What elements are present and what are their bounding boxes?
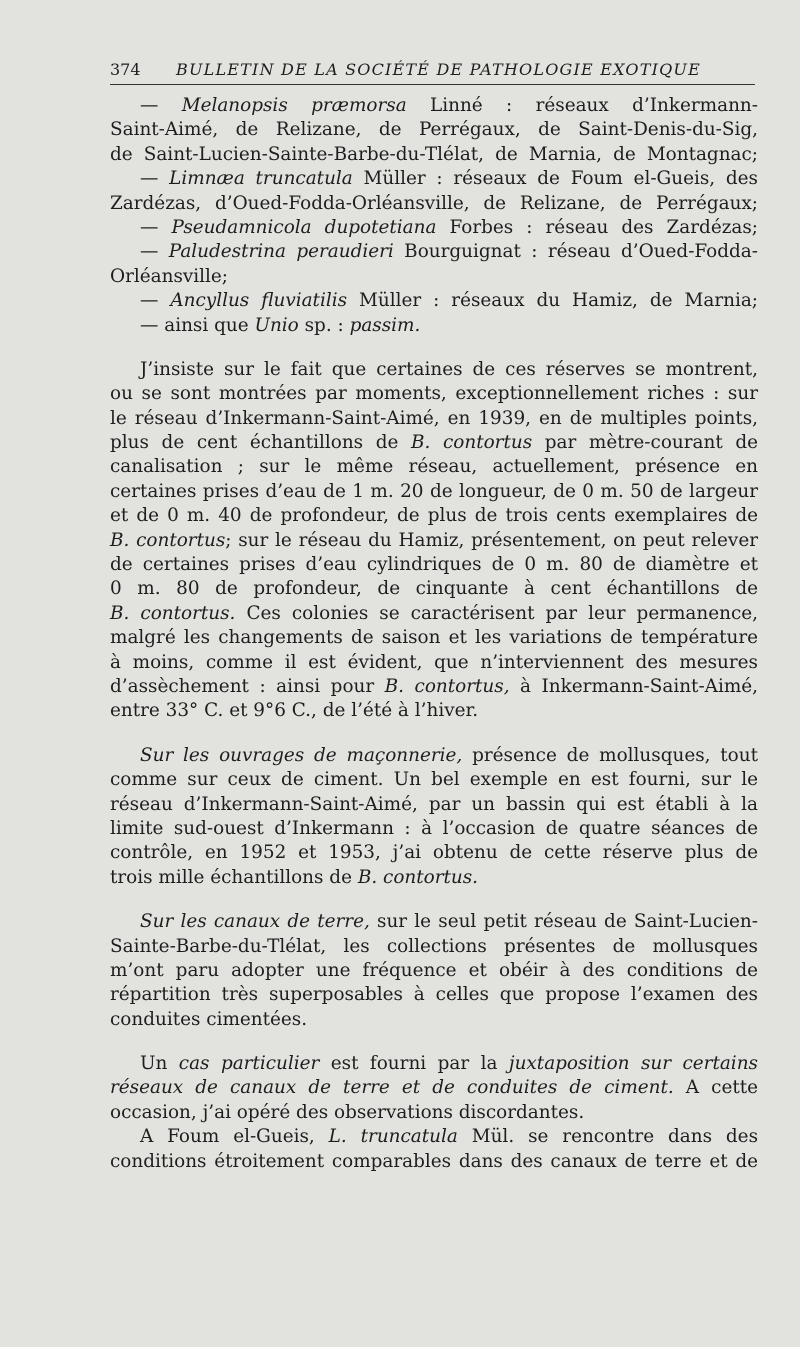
text-line	[110, 1150, 758, 1174]
italic-text: B. contortus	[411, 432, 533, 454]
text-segment: —	[140, 290, 171, 312]
text-line	[110, 1125, 758, 1149]
text-line	[110, 529, 758, 553]
text-segment: canalisation ; sur le même réseau, actuellement, présence en	[110, 456, 758, 478]
text-segment: et de 0 m. 40 de profondeur, de plus de trois cents exemplaires de	[110, 505, 758, 527]
text-segment: d’assèchement : ainsi pour	[110, 675, 385, 697]
text-line	[110, 480, 758, 504]
text-line	[110, 192, 758, 216]
italic-text: Sur les canaux de terre,	[140, 911, 370, 933]
text-line	[110, 553, 758, 577]
italic-text: Paludestrina peraudieri	[168, 241, 394, 263]
italic-text: cas particulier	[178, 1053, 320, 1075]
text-line	[110, 817, 758, 841]
text-line	[110, 1076, 758, 1100]
text-segment: trois mille échantillons de	[110, 866, 358, 888]
text-line	[110, 983, 758, 1007]
text-segment: A Foum el-Gueis,	[140, 1126, 329, 1148]
text-segment: à Inkermann-Saint-Aimé,	[509, 675, 758, 697]
text-line	[110, 959, 758, 983]
text-segment: ; sur le réseau du Hamiz, présentement, on peut relever	[225, 529, 758, 551]
text-segment: —	[140, 95, 182, 116]
italic-text: B. contortus	[110, 529, 226, 551]
text-segment: sur le seul petit réseau de Saint-Lucien-	[369, 911, 758, 933]
text-segment: entre 33° C. et 9°6 C., de l’été à l’hiver.	[110, 700, 479, 722]
text-line	[110, 216, 758, 240]
text-line	[110, 455, 758, 479]
text-segment: —	[140, 241, 169, 263]
italic-text: B. contortus.	[357, 866, 479, 888]
text-segment: certaines prises d’eau de 1 m. 20 de longueur, de 0 m. 50 de largeur	[110, 480, 758, 502]
running-title: BULLETIN DE LA SOCIÉTÉ DE PATHOLOGIE EXOTIQUE	[176, 60, 701, 79]
paragraph-gap	[110, 890, 758, 910]
text-segment: est fourni par la	[319, 1053, 509, 1075]
text-segment: 0 m. 80 de profondeur, de cinquante à cent échantillons de	[110, 578, 758, 600]
text-segment: plus de cent échantillons de	[110, 432, 412, 454]
text-segment: Linné : réseaux d’Inkermann-	[406, 95, 758, 116]
text-segment: Müller : réseaux de Foum el-Gueis, des	[352, 168, 758, 190]
italic-text: Unio	[254, 314, 299, 336]
text-line	[110, 314, 758, 338]
text-segment: conditions étroitement comparables dans des canaux de terre et de	[110, 1150, 758, 1172]
text-segment: J’insiste sur le fait que certaines de ces réserves se montrent,	[140, 358, 758, 380]
running-header	[110, 58, 755, 85]
text-segment: —	[140, 216, 172, 238]
text-line	[110, 382, 758, 406]
text-segment: présence de mollusques, tout	[462, 744, 758, 766]
text-line	[110, 626, 758, 650]
text-segment: A cette	[673, 1077, 758, 1099]
text-line	[110, 699, 758, 723]
text-line	[110, 675, 758, 699]
text-segment: —	[140, 168, 170, 190]
text-line	[110, 577, 758, 601]
text-segment: Müller : réseaux du Hamiz, de Marnia;	[347, 290, 758, 312]
italic-text: Melanopsis præmorsa	[181, 95, 407, 116]
text-segment: le réseau d’Inkermann-Saint-Aimé, en 1939, en de multiples points,	[110, 407, 758, 429]
text-line	[110, 910, 758, 934]
italic-text: L. truncatula	[328, 1126, 458, 1148]
text-segment: Bourguignat : réseau d’Oued-Fodda-	[393, 241, 758, 263]
text-line	[110, 602, 758, 626]
italic-text: B. contortus.	[110, 602, 236, 624]
text-segment: sp. :	[298, 314, 350, 336]
text-line	[110, 504, 758, 528]
text-line	[110, 240, 758, 264]
text-segment: occasion, j’ai opéré des observations discordantes.	[110, 1101, 585, 1123]
text-line	[110, 744, 758, 768]
text-segment: — ainsi que	[140, 314, 255, 336]
text-line	[110, 1008, 758, 1032]
text-segment: Zardézas, d’Oued-Fodda-Orléansville, de Relizane, de Perrégaux;	[110, 192, 758, 214]
body-text	[110, 94, 758, 1174]
italic-text: juxtaposition sur certains	[508, 1053, 758, 1075]
text-line	[110, 431, 758, 455]
text-segment: m’ont paru adopter une fréquence et obéir à des conditions de	[110, 959, 758, 981]
text-segment: Forbes : réseau des Zardézas;	[436, 216, 758, 238]
text-segment: à moins, comme il est évident, que n’interviennent des mesures	[110, 651, 758, 673]
text-line	[110, 289, 758, 313]
text-line	[110, 167, 758, 191]
text-segment: Orléansville;	[110, 265, 228, 287]
text-segment: par mètre-courant de	[532, 432, 758, 454]
text-segment: conduites cimentées.	[110, 1008, 308, 1030]
text-segment: Ces colonies se caractérisent par leur permanence,	[235, 602, 758, 624]
text-segment: Mül. se rencontre dans des	[457, 1126, 759, 1148]
text-line	[110, 1052, 758, 1076]
paragraph-gap	[110, 1032, 758, 1052]
text-line	[110, 1101, 758, 1125]
italic-text: réseaux de canaux de terre et de conduites de ciment.	[110, 1077, 674, 1099]
text-line	[110, 768, 758, 792]
text-segment: comme sur ceux de ciment. Un bel exemple en est fourni, sur le	[110, 769, 758, 791]
text-line	[110, 358, 758, 382]
italic-text: B. contortus,	[384, 675, 510, 697]
text-segment: Sainte-Barbe-du-Tlélat, les collections présentes de mollusques	[110, 935, 758, 957]
text-line	[110, 118, 758, 142]
text-line	[110, 143, 758, 167]
italic-text: Ancyllus fluviatilis	[170, 290, 348, 312]
text-segment: ou se sont montrées par moments, exceptionnellement riches : sur	[110, 383, 758, 405]
italic-text: Sur les ouvrages de maçonnerie,	[140, 744, 463, 766]
page-number: 374	[110, 60, 141, 79]
text-line	[110, 841, 758, 865]
paragraph-gap	[110, 338, 758, 358]
italic-text: Limnæa truncatula	[169, 168, 353, 190]
text-segment: répartition très superposables à celles que propose l’examen des	[110, 984, 758, 1006]
paragraph-gap	[110, 724, 758, 744]
text-segment: Saint-Aimé, de Relizane, de Perrégaux, de Saint-Denis-du-Sig,	[110, 119, 758, 141]
text-line	[110, 651, 758, 675]
text-segment: de Saint-Lucien-Sainte-Barbe-du-Tlélat, de Marnia, de Montagnac;	[110, 143, 758, 165]
text-segment: limite sud-ouest d’Inkermann : à l’occasion de quatre séances de	[110, 817, 758, 839]
text-segment: de certaines prises d’eau cylindriques de 0 m. 80 de diamètre et	[110, 554, 758, 576]
text-line	[110, 265, 758, 289]
text-line	[110, 793, 758, 817]
italic-text: passim.	[349, 314, 421, 336]
text-line	[110, 935, 758, 959]
italic-text: Pseudamnicola dupotetiana	[171, 216, 437, 238]
text-segment: contrôle, en 1952 et 1953, j’ai obtenu de cette réserve plus de	[110, 842, 758, 864]
text-segment: Un	[140, 1053, 179, 1075]
text-line	[110, 94, 758, 118]
text-segment: malgré les changements de saison et les variations de température	[110, 627, 758, 649]
text-line	[110, 866, 758, 890]
text-line	[110, 407, 758, 431]
text-segment: réseau d’Inkermann-Saint-Aimé, par un bassin qui est établi à la	[110, 793, 758, 815]
